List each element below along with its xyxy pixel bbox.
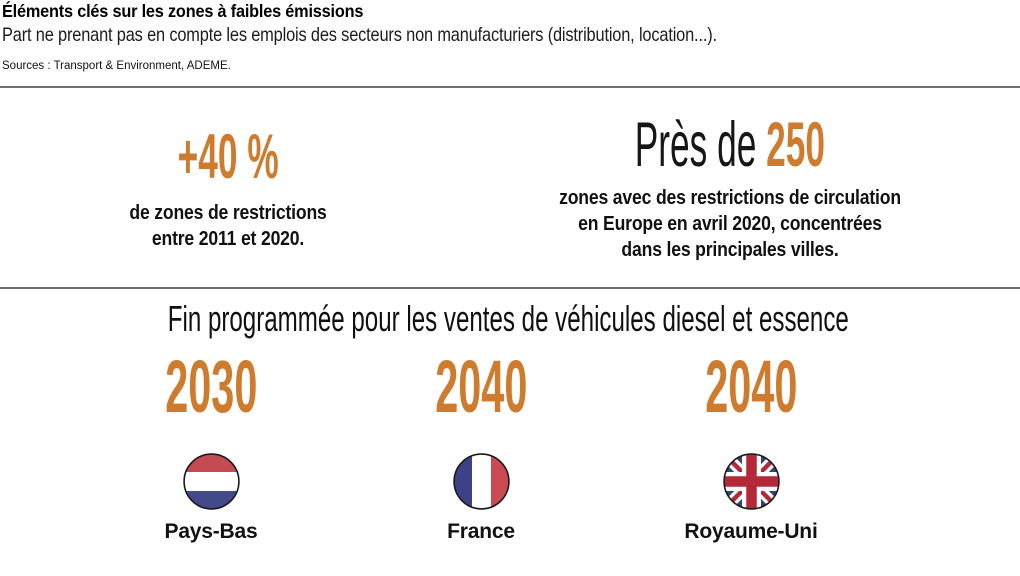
year-value: 2030 [164, 345, 258, 428]
france-flag-icon [346, 453, 616, 510]
year-value: 2040 [704, 345, 798, 428]
phase-out-year [76, 345, 346, 428]
uk-flag-icon [616, 453, 886, 510]
country-label: France [447, 520, 515, 543]
netherlands-flag-icon [76, 453, 346, 510]
stat-zones-growth [28, 122, 428, 252]
phase-out-columns [76, 345, 886, 544]
section-title-text: Fin programmée pour les ventes de véhicules diesel et essence [167, 298, 849, 339]
stat-number [634, 110, 826, 180]
stat-description-line: dans les principales villes. [621, 239, 839, 261]
country-column-united-kingdom [616, 345, 886, 544]
stat-zones-growth-value [28, 122, 428, 192]
divider-top [0, 86, 1020, 88]
country-column-netherlands [76, 345, 346, 544]
stat-description-line: entre 2011 et 2020. [151, 228, 305, 250]
divider-middle [0, 287, 1020, 289]
country-label: Royaume-Uni [684, 520, 818, 543]
stat-number: +40 % [177, 122, 279, 192]
country-column-france [346, 345, 616, 544]
stat-zones-count [510, 110, 950, 263]
stat-number-prefix: Près de [634, 110, 767, 180]
page-title: Éléments clés sur les zones à faibles émissions [2, 1, 364, 21]
section-title [0, 297, 962, 341]
country-label: Pays-Bas [164, 520, 258, 543]
stat-description-line: zones avec des restrictions de circulation [559, 187, 901, 209]
year-value: 2040 [434, 345, 528, 428]
phase-out-year [616, 345, 886, 428]
stat-description-line: de zones de restrictions [129, 202, 327, 224]
stat-description-line: en Europe en avril 2020, concentrées [578, 213, 882, 235]
stat-number-highlight: 250 [766, 110, 826, 180]
stat-zones-count-description [536, 185, 923, 263]
sources-note: Sources : Transport & Environment, ADEME. [2, 60, 231, 72]
stat-zones-growth-description [52, 200, 404, 252]
page-subtitle: Part ne prenant pas en compte les emplois des secteurs non manufacturiers (distribution, location...). [2, 24, 717, 46]
stat-zones-count-value [510, 110, 950, 180]
phase-out-year [346, 345, 616, 428]
